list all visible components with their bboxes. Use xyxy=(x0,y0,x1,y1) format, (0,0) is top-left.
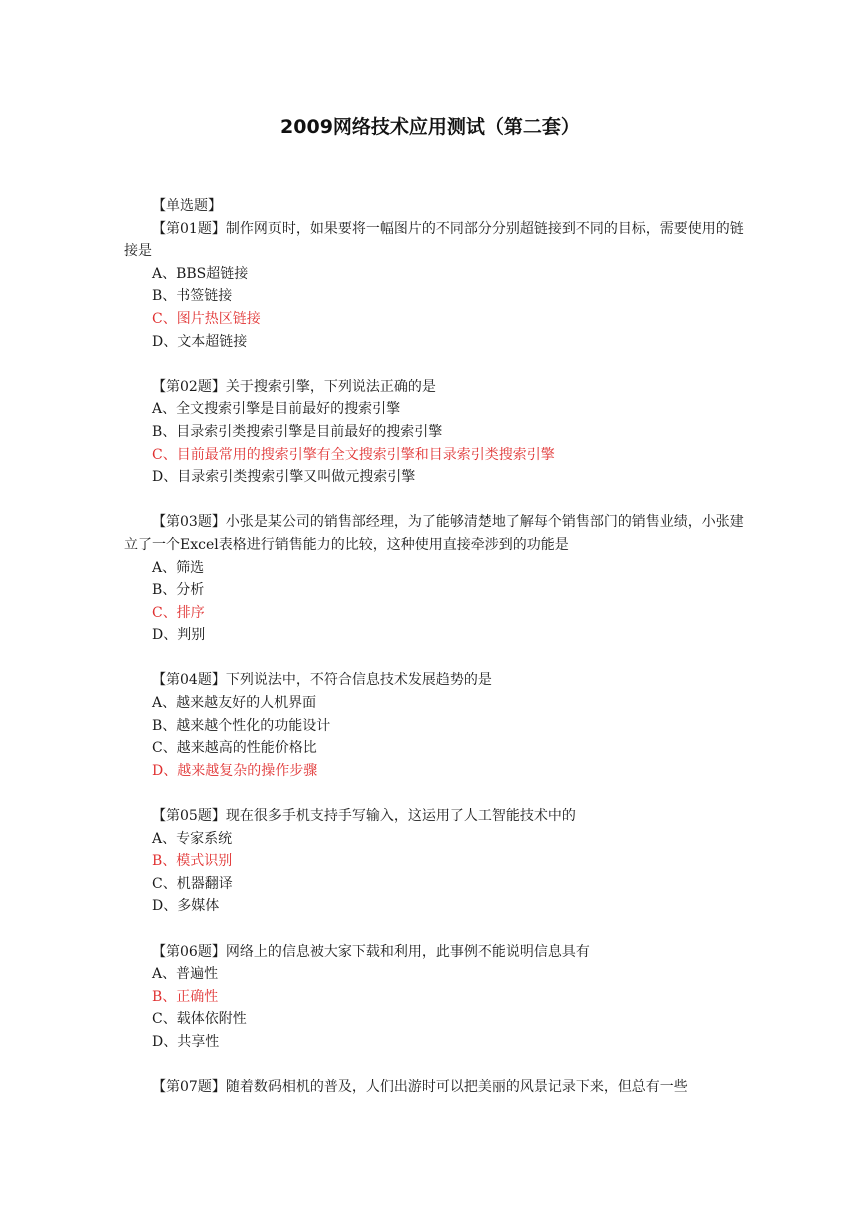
correct-answer-option: C、排序 xyxy=(152,604,205,621)
answer-option: B、书签链接 xyxy=(152,288,233,305)
correct-answer-option: B、模式识别 xyxy=(152,853,233,870)
question-item xyxy=(124,669,744,782)
correct-answer-option: C、目前最常用的搜索引擎有全文搜索引擎和目录索引类搜索引擎 xyxy=(152,446,555,463)
correct-answer-option: C、图片热区链接 xyxy=(152,310,261,327)
correct-answer-option: D、越来越复杂的操作步骤 xyxy=(152,762,318,779)
answer-option: D、多媒体 xyxy=(152,898,220,915)
answer-option: C、载体依附性 xyxy=(152,1011,247,1028)
question-stem: 【第03题】小张是某公司的销售部经理，为了能够清楚地了解每个销售部门的销售业绩，小张建立了一个Excel表格进行销售能力的比较，这种使用直接牵涉到的功能是 xyxy=(124,514,744,553)
question-item xyxy=(124,218,744,354)
section-header: 【单选题】 xyxy=(152,198,222,214)
correct-answer-option: B、正确性 xyxy=(152,988,219,1005)
answer-option: C、越来越高的性能价格比 xyxy=(152,740,317,757)
answer-option: A、普遍性 xyxy=(152,966,219,983)
answer-option: A、BBS超链接 xyxy=(152,265,249,282)
answer-option: B、越来越个性化的功能设计 xyxy=(152,717,331,734)
question-item xyxy=(124,511,744,647)
question-stem: 【第07题】随着数码相机的普及，人们出游时可以把美丽的风景记录下来，但总有一些 xyxy=(152,1079,688,1096)
answer-option: B、分析 xyxy=(152,582,205,599)
answer-option: A、筛选 xyxy=(152,559,205,576)
question-item xyxy=(124,805,744,918)
answer-option: A、专家系统 xyxy=(152,830,233,847)
question-stem: 【第05题】现在很多手机支持手写输入，这运用了人工智能技术中的 xyxy=(152,808,576,825)
question-list xyxy=(124,195,744,1099)
question-stem: 【第02题】关于搜索引擎，下列说法正确的是 xyxy=(152,378,436,395)
answer-option: D、目录索引类搜索引擎又叫做元搜索引擎 xyxy=(152,469,416,486)
answer-option: A、全文搜索引擎是目前最好的搜索引擎 xyxy=(152,401,401,418)
answer-option: D、文本超链接 xyxy=(152,333,248,350)
answer-option: C、机器翻译 xyxy=(152,875,233,892)
answer-option: B、目录索引类搜索引擎是目前最好的搜索引擎 xyxy=(152,423,443,440)
question-item xyxy=(124,1076,744,1099)
question-stem: 【第04题】下列说法中，不符合信息技术发展趋势的是 xyxy=(152,672,492,689)
answer-option: A、越来越友好的人机界面 xyxy=(152,695,317,712)
answer-option: D、判别 xyxy=(152,627,206,644)
question-item xyxy=(124,376,744,489)
answer-option: D、共享性 xyxy=(152,1033,220,1050)
question-item xyxy=(124,941,744,1054)
question-stem: 【第01题】制作网页时，如果要将一幅图片的不同部分分别超链接到不同的目标，需要使用的链接是 xyxy=(124,220,744,260)
question-stem: 【第06题】网络上的信息被大家下载和利用，此事例不能说明信息具有 xyxy=(152,943,590,960)
page-title: 2009网络技术应用测试（第二套） xyxy=(280,116,580,138)
